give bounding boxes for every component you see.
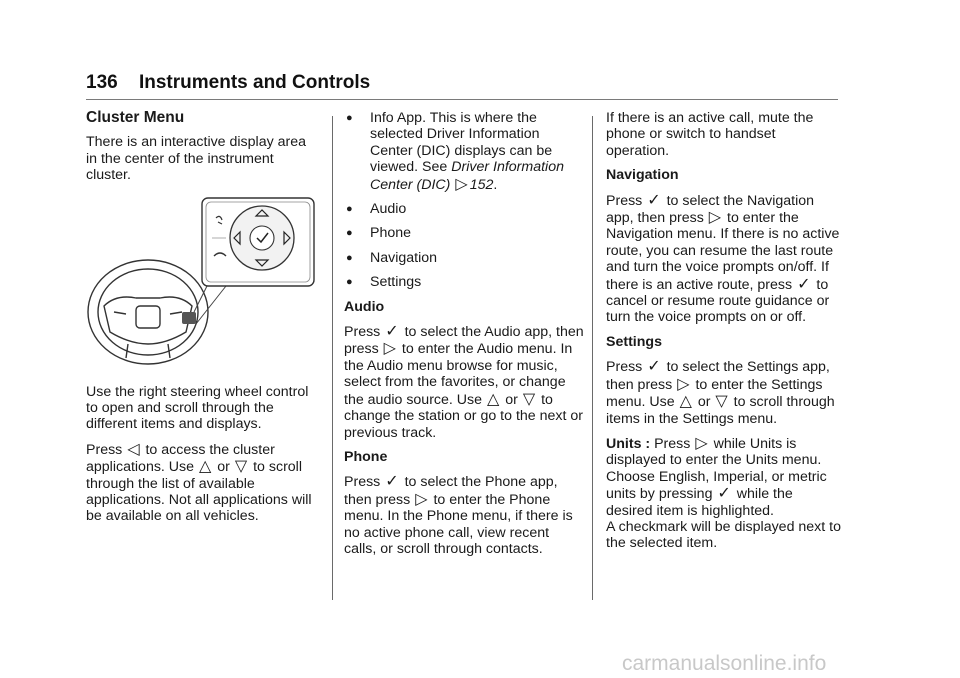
cluster-access-text: Press ◁ to access the cluster applications. Use △ or ▽ to scroll through the list of available applications. Not all applications will be available on all vehicles. — [86, 438, 312, 525]
settings-heading: Settings — [606, 333, 662, 350]
audio-heading: Audio — [344, 298, 385, 315]
right-arrow-icon: ▷ — [695, 432, 708, 452]
up-arrow-icon: △ — [486, 388, 500, 408]
right-arrow-icon: ▷ — [677, 373, 690, 393]
right-arrow-icon: ▷ — [415, 488, 428, 508]
dic-page: 152 — [469, 176, 494, 193]
check-icon: ✓ — [385, 321, 399, 341]
check-icon: ✓ — [647, 189, 661, 209]
column-3 — [606, 110, 842, 560]
check-icon: ✓ — [797, 273, 811, 293]
bullet-icon: ● — [346, 251, 353, 264]
column-divider-2 — [592, 116, 593, 600]
column-divider-1 — [332, 116, 333, 600]
check-icon: ✓ — [647, 356, 661, 376]
bullet-icon: ● — [346, 227, 353, 240]
right-arrow-icon: ▷ — [708, 207, 722, 227]
back-arrow-icon: ◁ — [127, 438, 140, 458]
check-icon: ✓ — [385, 471, 399, 491]
list-item: ● Phone — [346, 225, 412, 242]
phone-text: Press ✓ to select the Phone app, then press ▷ to enter the Phone menu. In the Phone menu, if there is no active phone call, view recent calls, or scroll through contacts. — [344, 471, 573, 557]
page-header — [86, 72, 370, 94]
list-item: ● Navigation — [346, 249, 438, 266]
list-item: ● Audio — [346, 201, 407, 218]
navigation-text: Press ✓ to select the Navigation app, then press ▷ to enter the Navigation menu. If there is no active route, you can resume the last route and turn the voice prompts on/off. If there is an active route, press ✓ to cancel or resume route guidance or turn the voice prompts on or off. — [606, 189, 840, 326]
header-rule — [86, 99, 838, 100]
steering-wheel-illustration — [86, 194, 318, 374]
dic-reference: Driver Information Center (DIC) — [370, 159, 564, 193]
column-2 — [344, 110, 584, 565]
down-arrow-icon: ▽ — [715, 391, 728, 411]
page-number: 136 — [86, 72, 118, 93]
bullet-icon: ● — [346, 112, 353, 124]
up-arrow-icon: △ — [199, 456, 212, 476]
active-call-text: If there is an active call, mute the phone or switch to handset operation. — [606, 110, 814, 159]
list-item: ● Info App. This is where the selected Driver Information Center (DIC) displays can be viewed. See Driver Information Center (DIC) ▷ 152. — [346, 110, 564, 193]
cluster-menu-intro: There is an interactive display area in the center of the instrument cluster. — [86, 134, 307, 184]
down-arrow-icon: ▽ — [522, 388, 536, 408]
units-label: Units : — [606, 435, 651, 452]
navigation-heading: Navigation — [606, 167, 679, 184]
up-arrow-icon: △ — [679, 391, 692, 411]
phone-heading: Phone — [344, 448, 388, 465]
watermark: carmanualsonline.info — [622, 652, 827, 675]
steering-control-text: Use the right steering wheel control to open and scroll through the different items and displays. — [86, 383, 309, 433]
audio-text: Press ✓ to select the Audio app, then press ▷ to enter the Audio menu. In the Audio menu browse for music, select from the favorites, or change the audio source. Use △ or ▽ to change the station or go to the next or previous track. — [344, 321, 584, 441]
bullet-icon: ● — [346, 276, 353, 289]
right-arrow-icon: ▷ — [383, 338, 396, 358]
check-icon: ✓ — [717, 483, 731, 503]
cluster-menu-title: Cluster Menu — [86, 109, 185, 126]
section-title: Instruments and Controls — [138, 72, 371, 93]
bullet-icon: ● — [346, 203, 353, 216]
down-arrow-icon: ▽ — [234, 456, 248, 476]
settings-text: Press ✓ to select the Settings app, then press ▷ to enter the Settings menu. Use △ or ▽ to scroll through items in the Settings menu. — [606, 356, 835, 427]
units-text: Units : Press ▷ while Units is displayed to enter the Units menu. Choose English, Imperial, or metric units by pressing ✓ while the desired item is highlighted. — [606, 432, 827, 519]
page-reference-icon: ▷ — [455, 173, 468, 193]
column-1 — [86, 110, 320, 533]
list-item: ● Settings — [346, 274, 422, 291]
checkmark-note: A checkmark will be displayed next to the selected item. — [606, 518, 841, 552]
